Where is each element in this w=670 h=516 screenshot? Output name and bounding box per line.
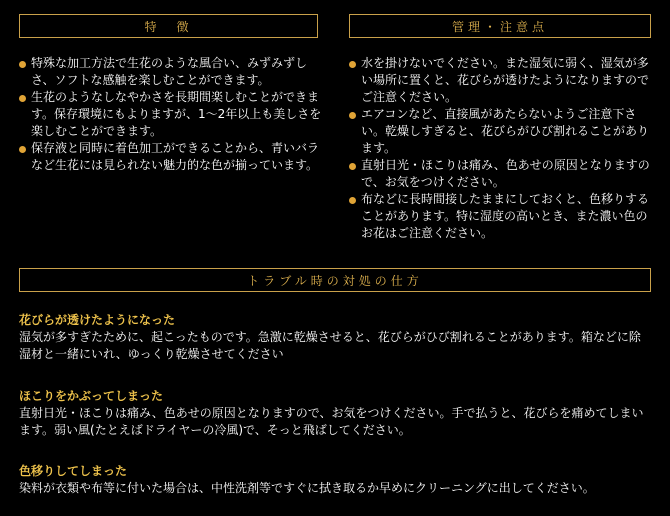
trouble-heading: 色移りしてしまった	[19, 464, 128, 478]
list-item: 水を掛けないでください。また湿気に弱く、湿気が多い場所に置くと、花びらが透けたようになりますのでご注意ください。	[349, 55, 653, 106]
bullet-icon	[349, 163, 356, 170]
care-list	[349, 55, 653, 242]
features-title: 特 徴	[19, 14, 318, 38]
trouble-section-1	[19, 312, 651, 363]
list-item: 特殊な加工方法で生花のような風合い、みずみずしさ、ソフトな感触を楽しむことができます。	[19, 55, 324, 89]
trouble-heading: 花びらが透けたようになった	[19, 313, 176, 327]
bullet-icon	[19, 146, 26, 153]
care-title: 管理・注意点	[349, 14, 651, 38]
trouble-body: 染料が衣類や布等に付いた場合は、中性洗剤等ですぐに拭き取るか早めにクリーニングに出してください。	[19, 481, 595, 495]
list-item: 直射日光・ほこりは痛み、色あせの原因となりますので、お気をつけください。	[349, 157, 653, 191]
bullet-icon	[349, 197, 356, 204]
trouble-section-3	[19, 463, 651, 497]
list-item: 布などに長時間接したままにしておくと、色移りすることがあります。特に湿度の高いとき、また濃い色のお花はご注意ください。	[349, 191, 653, 242]
bullet-icon	[349, 112, 356, 119]
trouble-body: 直射日光・ほこりは痛み、色あせの原因となりますので、お気をつけください。手で払うと、花びらを痛めてしまいます。弱い風(たとえばドライヤーの冷風)で、そっと飛ばしてください。	[19, 406, 644, 437]
list-item: 保存液と同時に着色加工ができることから、青いバラなど生花には見られない魅力的な色が揃っています。	[19, 140, 324, 174]
trouble-heading: ほこりをかぶってしまった	[19, 389, 164, 403]
bullet-icon	[349, 61, 356, 68]
trouble-title: トラブル時の対処の仕方	[19, 268, 651, 292]
bullet-icon	[19, 61, 26, 68]
trouble-body: 湿気が多すぎたために、起こったものです。急激に乾燥させると、花びらがひび割れることがあります。箱などに除湿材と一緒にいれ、ゆっくり乾燥させてください	[19, 330, 641, 361]
list-item: 生花のようなしなやかさを長期間楽しむことができます。保存環境にもよりますが、1〜2年以上も美しさを楽しむことができます。	[19, 89, 324, 140]
list-item: エアコンなど、直接風があたらないようご注意下さい。乾燥しすぎると、花びらがひび割れることがあります。	[349, 106, 653, 157]
trouble-section-2	[19, 388, 651, 439]
features-list	[19, 55, 324, 174]
bullet-icon	[19, 95, 26, 102]
